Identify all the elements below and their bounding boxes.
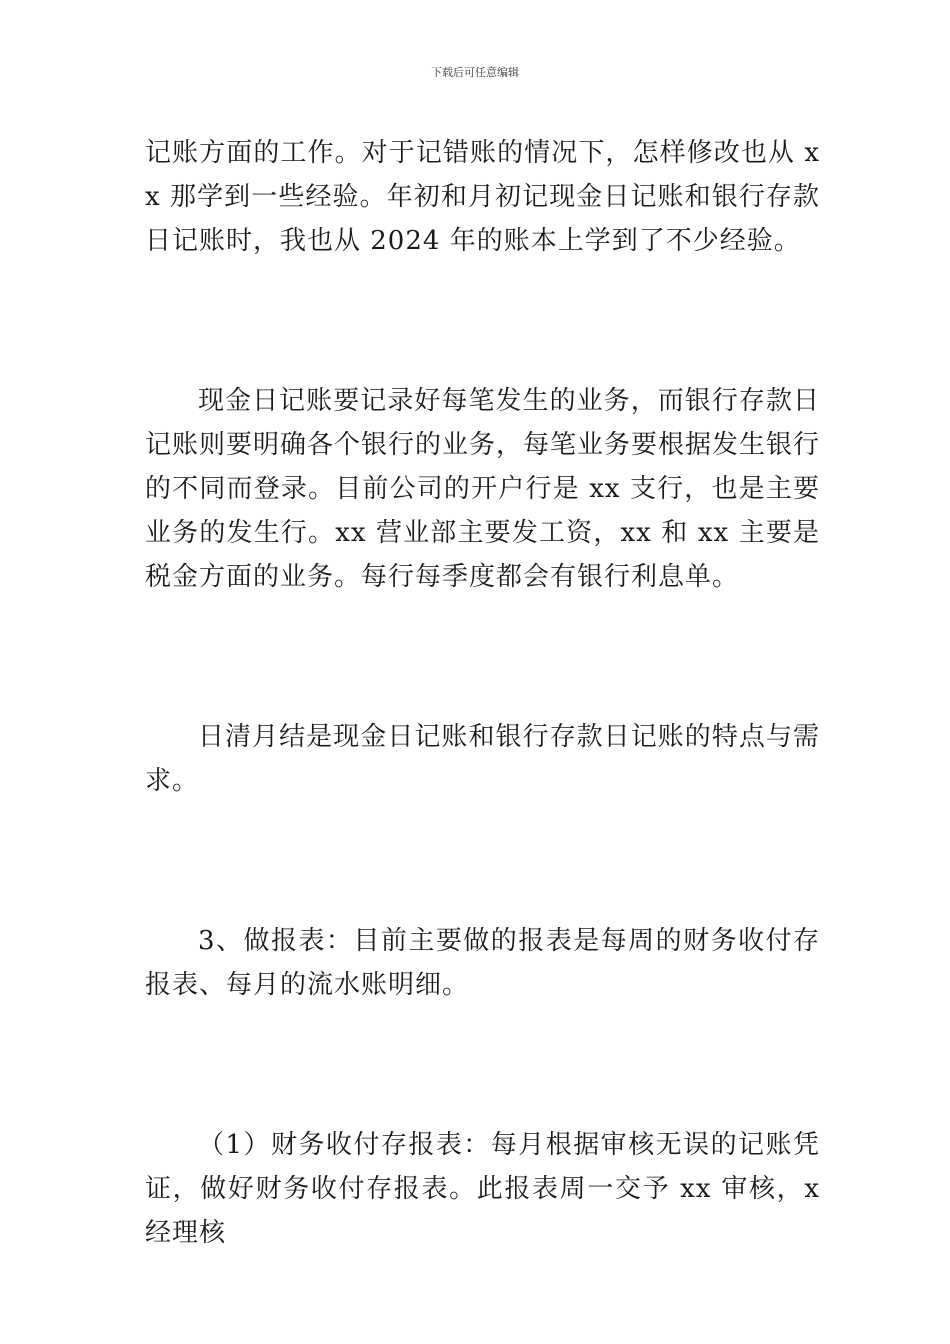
paragraph-2: 现金日记账要记录好每笔发生的业务，而银行存款日记账则要明确各个银行的业务，每笔业务要根据发生银行的不同而登录。目前公司的开户行是 xx 支行，也是主要业务的发生行。xx 营业部主要发工资，xx 和 xx 主要是税金方面的业务。每行每季度都会有银行利息单。	[145, 386, 821, 592]
page-header: 下载后可任意编辑	[431, 66, 519, 79]
document-body	[145, 131, 820, 1255]
paragraph-1: 记账方面的工作。对于记错账的情况下，怎样修改也从 xx 那学到一些经验。年初和月初记现金日记账和银行存款日记账时，我也从 2024 年的账本上学到了不少经验。	[145, 138, 820, 256]
paragraph-5: （1）财务收付存报表：每月根据审核无误的记账凭证，做好财务收付存报表。此报表周一交予 xx 审核，x 经理核	[145, 1130, 820, 1248]
paragraph-3: 日清月结是现金日记账和银行存款日记账的特点与需求。	[145, 722, 820, 796]
paragraph-4: 3、做报表：目前主要做的报表是每周的财务收付存报表、每月的流水账明细。	[145, 926, 820, 1000]
